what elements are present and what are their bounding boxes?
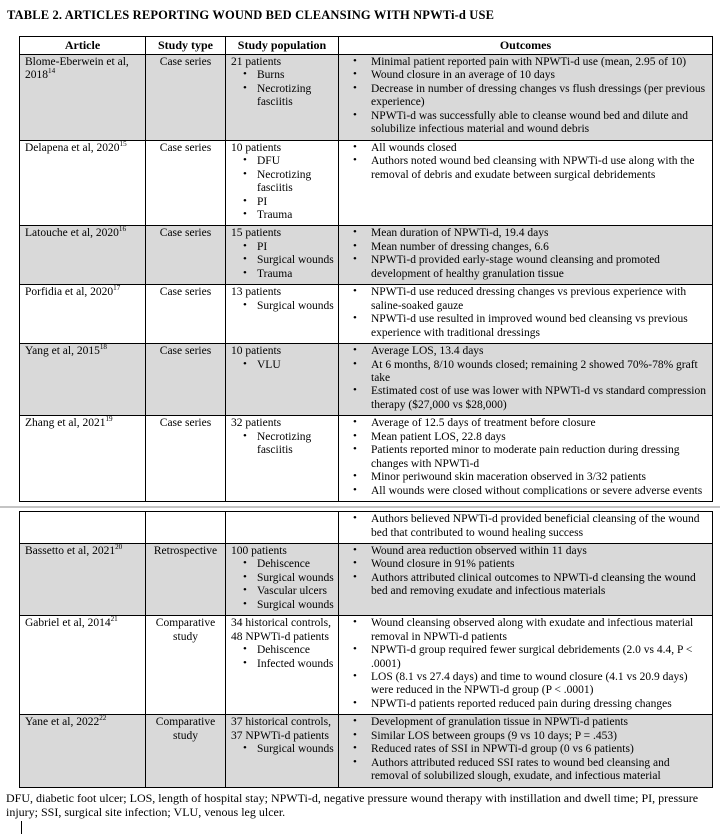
population-item bbox=[231, 599, 336, 612]
bullet-icon: • bbox=[353, 55, 357, 67]
population-list bbox=[231, 431, 336, 458]
bullet-icon: • bbox=[243, 154, 247, 167]
population-item bbox=[231, 431, 336, 458]
outcome-text: Mean number of dressing changes, 6.6 bbox=[371, 240, 549, 253]
outcome-text: Minor periwound skin maceration observed in 3/32 patients bbox=[371, 471, 646, 484]
bullet-icon: • bbox=[353, 429, 357, 442]
bullet-icon: • bbox=[243, 81, 247, 94]
bullet-icon: • bbox=[353, 344, 357, 357]
article-cell bbox=[20, 543, 146, 615]
bullet-icon: • bbox=[243, 266, 247, 279]
population-count: 100 patients bbox=[231, 544, 287, 557]
article-cell bbox=[20, 512, 146, 544]
column-header-outcomes: Outcomes bbox=[339, 37, 713, 55]
outcomes-cell bbox=[339, 285, 713, 344]
population-item bbox=[231, 743, 336, 756]
bullet-icon: • bbox=[353, 357, 357, 370]
bullet-icon: • bbox=[243, 68, 247, 81]
bullet-icon: • bbox=[353, 643, 357, 656]
outcomes-list bbox=[339, 142, 709, 182]
outcomes-list bbox=[339, 417, 709, 498]
population-item-text: Surgical wounds bbox=[257, 571, 334, 584]
study-population-cell bbox=[226, 715, 339, 787]
bullet-icon: • bbox=[353, 715, 357, 728]
population-count: 10 patients bbox=[231, 141, 282, 154]
bullet-icon: • bbox=[353, 285, 357, 298]
outcomes-cell bbox=[339, 55, 713, 141]
outcome-item bbox=[339, 757, 709, 784]
article-name: Blome-Eberwein et al, 2018 bbox=[25, 56, 129, 82]
bullet-icon: • bbox=[353, 226, 357, 239]
bullet-icon: • bbox=[243, 557, 247, 570]
table-row bbox=[20, 140, 713, 226]
bullet-icon: • bbox=[353, 742, 357, 755]
population-count: 32 patients bbox=[231, 417, 282, 430]
column-header-study-population: Study population bbox=[226, 37, 339, 55]
outcomes-cell bbox=[339, 512, 713, 544]
population-item bbox=[231, 69, 336, 82]
reference-superscript: 19 bbox=[105, 415, 113, 424]
study-type-cell: Comparative study bbox=[146, 715, 226, 787]
reference-superscript: 17 bbox=[113, 284, 121, 293]
bullet-icon: • bbox=[243, 656, 247, 669]
study-population-cell bbox=[226, 285, 339, 344]
outcomes-cell bbox=[339, 416, 713, 502]
bullet-icon: • bbox=[243, 298, 247, 311]
outcome-text: Authors attributed reduced SSI rates to wound bed cleansing and removal of solubilized slough, exudate, and infectious material bbox=[371, 756, 670, 783]
text-cursor[interactable] bbox=[21, 821, 22, 834]
bullet-icon: • bbox=[353, 312, 357, 325]
study-type-cell: Case series bbox=[146, 344, 226, 416]
outcome-text: Mean patient LOS, 22.8 days bbox=[371, 430, 506, 443]
bullet-icon: • bbox=[353, 570, 357, 583]
population-count: 34 historical controls, 48 NPWTi-d patients bbox=[231, 617, 331, 643]
population-list bbox=[231, 743, 336, 756]
outcome-text: Mean duration of NPWTi-d, 19.4 days bbox=[371, 227, 549, 240]
population-count: 15 patients bbox=[231, 227, 282, 240]
population-item bbox=[231, 209, 336, 222]
bullet-icon: • bbox=[353, 696, 357, 709]
outcomes-list bbox=[339, 545, 709, 599]
study-population-cell bbox=[226, 543, 339, 615]
population-item bbox=[231, 196, 336, 209]
reference-superscript: 16 bbox=[118, 225, 127, 234]
outcome-text: LOS (8.1 vs 27.4 days) and time to wound closure (4.1 vs 20.9 days) were reduced in the NPWTi-d group (P < .0001) bbox=[371, 671, 688, 697]
population-item bbox=[231, 83, 336, 110]
article-name: Delapena et al, 2020 bbox=[25, 141, 120, 154]
outcome-item bbox=[339, 471, 709, 484]
population-item-text: VLU bbox=[257, 358, 281, 371]
outcome-text: NPWTi-d group required fewer surgical debridements (2.0 vs 4.4, P < .0001) bbox=[371, 644, 693, 670]
article-cell bbox=[20, 344, 146, 416]
reference-superscript: 21 bbox=[110, 615, 118, 624]
bullet-icon: • bbox=[353, 140, 357, 153]
outcomes-list bbox=[339, 617, 709, 711]
outcome-text: NPWTi-d use reduced dressing changes vs previous experience with saline-soaked gauze bbox=[371, 286, 687, 312]
outcome-text: Decrease in number of dressing changes vs flush dressings (per previous experience) bbox=[371, 82, 706, 109]
outcome-text: Reduced rates of SSI in NPWTi-d group (0 vs 6 patients) bbox=[371, 743, 634, 756]
table-row bbox=[20, 616, 713, 715]
population-item-text: Trauma bbox=[257, 267, 293, 280]
outcome-item bbox=[339, 385, 709, 412]
population-item-text: Dehiscence bbox=[257, 558, 310, 571]
bullet-icon: • bbox=[353, 670, 357, 683]
bullet-icon: • bbox=[243, 742, 247, 755]
study-type-cell: Comparative study bbox=[146, 616, 226, 715]
outcome-text: Patients reported minor to moderate pain reduction during dressing changes with NPWTi-d bbox=[371, 444, 680, 470]
outcome-item bbox=[339, 83, 709, 110]
article-name: Bassetto et al, 2021 bbox=[25, 544, 116, 557]
bullet-icon: • bbox=[243, 570, 247, 583]
outcome-text: Average of 12.5 days of treatment before closure bbox=[371, 417, 596, 430]
bullet-icon: • bbox=[243, 429, 247, 442]
bullet-icon: • bbox=[353, 81, 357, 94]
article-cell bbox=[20, 55, 146, 141]
outcome-item bbox=[339, 345, 709, 358]
population-item-text: Necrotizing fasciitis bbox=[257, 430, 312, 457]
outcomes-cell bbox=[339, 344, 713, 416]
bullet-icon: • bbox=[243, 357, 247, 370]
outcome-text: NPWTi-d was successfully able to cleanse wound bed and dilute and solubilize infectious material and wound debris bbox=[371, 109, 689, 136]
column-header-study-type: Study type bbox=[146, 37, 226, 55]
outcome-item bbox=[339, 142, 709, 155]
outcome-item bbox=[339, 313, 709, 340]
table-row bbox=[20, 416, 713, 502]
outcome-text: Authors believed NPWTi-d provided beneficial cleansing of the wound bed that contributed to wound healing success bbox=[371, 513, 700, 539]
article-name: Zhang et al, 2021 bbox=[25, 417, 106, 430]
article-name: Gabriel et al, 2014 bbox=[25, 617, 111, 630]
bullet-icon: • bbox=[243, 584, 247, 597]
population-count: 10 patients bbox=[231, 345, 282, 358]
population-count: 21 patients bbox=[231, 56, 282, 68]
table-row bbox=[20, 226, 713, 285]
outcome-item bbox=[339, 254, 709, 281]
bullet-icon: • bbox=[353, 154, 357, 167]
population-item-text: Burns bbox=[257, 69, 285, 82]
reference-superscript: 20 bbox=[115, 543, 123, 552]
bullet-icon: • bbox=[243, 253, 247, 266]
bullet-icon: • bbox=[243, 207, 247, 220]
outcome-text: Minimal patient reported pain with NPWTi-d use (mean, 2.95 of 10) bbox=[371, 56, 687, 68]
article-name: Yang et al, 2015 bbox=[25, 345, 100, 358]
articles-table-page2 bbox=[19, 511, 713, 788]
population-list bbox=[231, 155, 336, 222]
study-population-cell bbox=[226, 512, 339, 544]
header-row bbox=[20, 37, 713, 55]
population-item-text: PI bbox=[257, 240, 268, 253]
page-break-separator bbox=[0, 502, 720, 511]
table-row bbox=[20, 512, 713, 544]
study-type-cell: Retrospective bbox=[146, 543, 226, 615]
population-list bbox=[231, 69, 336, 109]
article-cell bbox=[20, 616, 146, 715]
population-item-text: Surgical wounds bbox=[257, 598, 334, 611]
population-item bbox=[231, 169, 336, 196]
population-item-text: Vascular ulcers bbox=[257, 585, 327, 598]
population-count: 37 historical controls, 37 NPWTi-d patients bbox=[231, 716, 331, 742]
table-row bbox=[20, 715, 713, 787]
study-type-cell bbox=[146, 512, 226, 544]
outcome-item bbox=[339, 431, 709, 444]
outcome-text: Authors noted wound bed cleansing with NPWTi-d use along with the removal of debris and exudate between surgical debridements bbox=[371, 155, 695, 181]
outcomes-cell bbox=[339, 715, 713, 787]
reference-superscript: 15 bbox=[119, 139, 127, 148]
outcome-text: Authors attributed clinical outcomes to NPWTi-d cleansing the wound bed and removing exudate and infectious materials bbox=[371, 571, 696, 598]
outcomes-cell bbox=[339, 616, 713, 715]
outcomes-list bbox=[339, 227, 709, 281]
population-item-text: Surgical wounds bbox=[257, 743, 334, 756]
abbreviations-footnote: DFU, diabetic foot ulcer; LOS, length of hospital stay; NPWTi-d, negative pressure wound therapy with instillation and dwell time; PI, pressure injury; SSI, surgical site infection; VLU, venous leg ulcer. bbox=[6, 790, 699, 819]
outcome-item bbox=[339, 558, 709, 571]
study-type-cell: Case series bbox=[146, 285, 226, 344]
population-item-text: Surgical wounds bbox=[257, 299, 334, 312]
bullet-icon: • bbox=[353, 108, 357, 121]
outcome-item bbox=[339, 644, 709, 671]
population-item-text: Trauma bbox=[257, 208, 293, 221]
bullet-icon: • bbox=[353, 483, 357, 496]
article-name: Latouche et al, 2020 bbox=[25, 227, 119, 240]
bullet-icon: • bbox=[353, 416, 357, 429]
table-row bbox=[20, 543, 713, 615]
population-item bbox=[231, 155, 336, 168]
outcome-item bbox=[339, 110, 709, 137]
population-item-text: Infected wounds bbox=[257, 657, 334, 670]
outcome-item bbox=[339, 671, 709, 698]
outcomes-cell bbox=[339, 543, 713, 615]
population-item bbox=[231, 268, 336, 281]
bullet-icon: • bbox=[353, 728, 357, 741]
page-break-line bbox=[0, 506, 720, 508]
population-item-text: PI bbox=[257, 195, 268, 208]
article-cell bbox=[20, 226, 146, 285]
outcome-text: NPWTi-d patients reported reduced pain during dressing changes bbox=[371, 697, 672, 710]
outcome-item bbox=[339, 359, 709, 386]
population-item-text: Necrotizing fasciitis bbox=[257, 82, 312, 109]
outcome-text: Wound closure in an average of 10 days bbox=[371, 69, 555, 82]
outcome-text: All wounds closed bbox=[371, 141, 457, 154]
study-type-cell: Case series bbox=[146, 140, 226, 226]
table-row bbox=[20, 344, 713, 416]
article-name: Yane et al, 2022 bbox=[25, 716, 100, 729]
population-item bbox=[231, 572, 336, 585]
outcomes-list bbox=[339, 56, 709, 137]
study-population-cell bbox=[226, 344, 339, 416]
bullet-icon: • bbox=[353, 384, 357, 397]
outcome-text: Wound cleansing observed along with exudate and infectious material removal in NPWTi-d patients bbox=[371, 617, 694, 643]
bullet-icon: • bbox=[243, 643, 247, 656]
population-item bbox=[231, 558, 336, 571]
outcome-item bbox=[339, 227, 709, 240]
bullet-icon: • bbox=[353, 253, 357, 266]
bullet-icon: • bbox=[243, 167, 247, 180]
study-type-cell: Case series bbox=[146, 55, 226, 141]
outcome-text: Wound closure in 91% patients bbox=[371, 558, 515, 571]
study-population-cell bbox=[226, 616, 339, 715]
population-item bbox=[231, 644, 336, 657]
study-population-cell bbox=[226, 226, 339, 285]
outcome-text: Estimated cost of use was lower with NPWTi-d vs standard compression therapy ($27,000 vs $28,000) bbox=[371, 385, 706, 411]
outcome-text: Development of granulation tissue in NPWTi-d patients bbox=[371, 716, 629, 729]
outcome-item bbox=[339, 485, 709, 498]
article-cell bbox=[20, 140, 146, 226]
bullet-icon: • bbox=[353, 755, 357, 768]
outcomes-cell bbox=[339, 226, 713, 285]
outcome-item bbox=[339, 716, 709, 729]
outcome-item bbox=[339, 241, 709, 254]
outcome-text: NPWTi-d provided early-stage wound cleansing and promoted development of healthy granulation tissue bbox=[371, 254, 660, 280]
outcome-item bbox=[339, 444, 709, 471]
reference-superscript: 14 bbox=[48, 67, 56, 76]
population-item bbox=[231, 359, 336, 372]
population-item-text: DFU bbox=[257, 155, 281, 168]
reference-superscript: 22 bbox=[99, 714, 107, 723]
bullet-icon: • bbox=[353, 616, 357, 629]
population-item-text: Dehiscence bbox=[257, 644, 310, 657]
population-item-text: Necrotizing fasciitis bbox=[257, 168, 312, 195]
outcome-text: All wounds were closed without complications or severe adverse events bbox=[371, 484, 703, 497]
outcome-item bbox=[339, 56, 709, 69]
population-item-text: Surgical wounds bbox=[257, 254, 334, 267]
outcome-text: Similar LOS between groups (9 vs 10 days; P = .453) bbox=[371, 729, 617, 742]
population-count: 13 patients bbox=[231, 286, 282, 299]
table-row bbox=[20, 55, 713, 141]
outcome-item bbox=[339, 286, 709, 313]
articles-table-page1 bbox=[19, 36, 713, 502]
outcomes-list bbox=[339, 286, 709, 340]
population-list bbox=[231, 558, 336, 612]
population-item bbox=[231, 585, 336, 598]
study-population-cell bbox=[226, 140, 339, 226]
study-population-cell bbox=[226, 55, 339, 141]
bullet-icon: • bbox=[353, 543, 357, 556]
article-cell bbox=[20, 715, 146, 787]
outcome-text: NPWTi-d use resulted in improved wound bed cleansing vs previous experience with traditional dressings bbox=[371, 313, 688, 339]
bullet-icon: • bbox=[243, 239, 247, 252]
bullet-icon: • bbox=[353, 512, 357, 525]
outcome-item bbox=[339, 69, 709, 82]
population-list bbox=[231, 644, 336, 671]
bullet-icon: • bbox=[353, 470, 357, 483]
outcomes-list bbox=[339, 345, 709, 412]
population-list bbox=[231, 241, 336, 281]
outcome-item bbox=[339, 743, 709, 756]
reference-superscript: 18 bbox=[99, 343, 107, 352]
outcome-text: Wound area reduction observed within 11 days bbox=[371, 544, 587, 557]
population-list bbox=[231, 300, 336, 313]
article-name: Porfidia et al, 2020 bbox=[25, 286, 114, 299]
population-list bbox=[231, 359, 336, 372]
article-cell bbox=[20, 416, 146, 502]
table-row bbox=[20, 285, 713, 344]
bullet-icon: • bbox=[353, 443, 357, 456]
outcome-item bbox=[339, 698, 709, 711]
study-type-cell: Case series bbox=[146, 416, 226, 502]
study-population-cell bbox=[226, 416, 339, 502]
outcome-item bbox=[339, 417, 709, 430]
bullet-icon: • bbox=[243, 194, 247, 207]
outcome-item bbox=[339, 545, 709, 558]
outcome-item bbox=[339, 572, 709, 599]
population-item bbox=[231, 658, 336, 671]
outcomes-cell bbox=[339, 140, 713, 226]
bullet-icon: • bbox=[243, 597, 247, 610]
outcome-item bbox=[339, 513, 709, 540]
outcome-text: Average LOS, 13.4 days bbox=[371, 345, 484, 358]
population-item bbox=[231, 241, 336, 254]
column-header-article: Article bbox=[20, 37, 146, 55]
table-title: TABLE 2. ARTICLES REPORTING WOUND BED CLEANSING WITH NPWTi-d USE bbox=[7, 8, 495, 22]
article-cell bbox=[20, 285, 146, 344]
population-item bbox=[231, 254, 336, 267]
population-item bbox=[231, 300, 336, 313]
outcomes-list bbox=[339, 513, 709, 540]
outcome-item bbox=[339, 617, 709, 644]
bullet-icon: • bbox=[353, 239, 357, 252]
outcomes-list bbox=[339, 716, 709, 783]
bullet-icon: • bbox=[353, 68, 357, 81]
outcome-text: At 6 months, 8/10 wounds closed; remaining 2 showed 70%-78% graft take bbox=[371, 358, 698, 384]
outcome-item bbox=[339, 730, 709, 743]
bullet-icon: • bbox=[353, 557, 357, 570]
study-type-cell: Case series bbox=[146, 226, 226, 285]
outcome-item bbox=[339, 155, 709, 182]
